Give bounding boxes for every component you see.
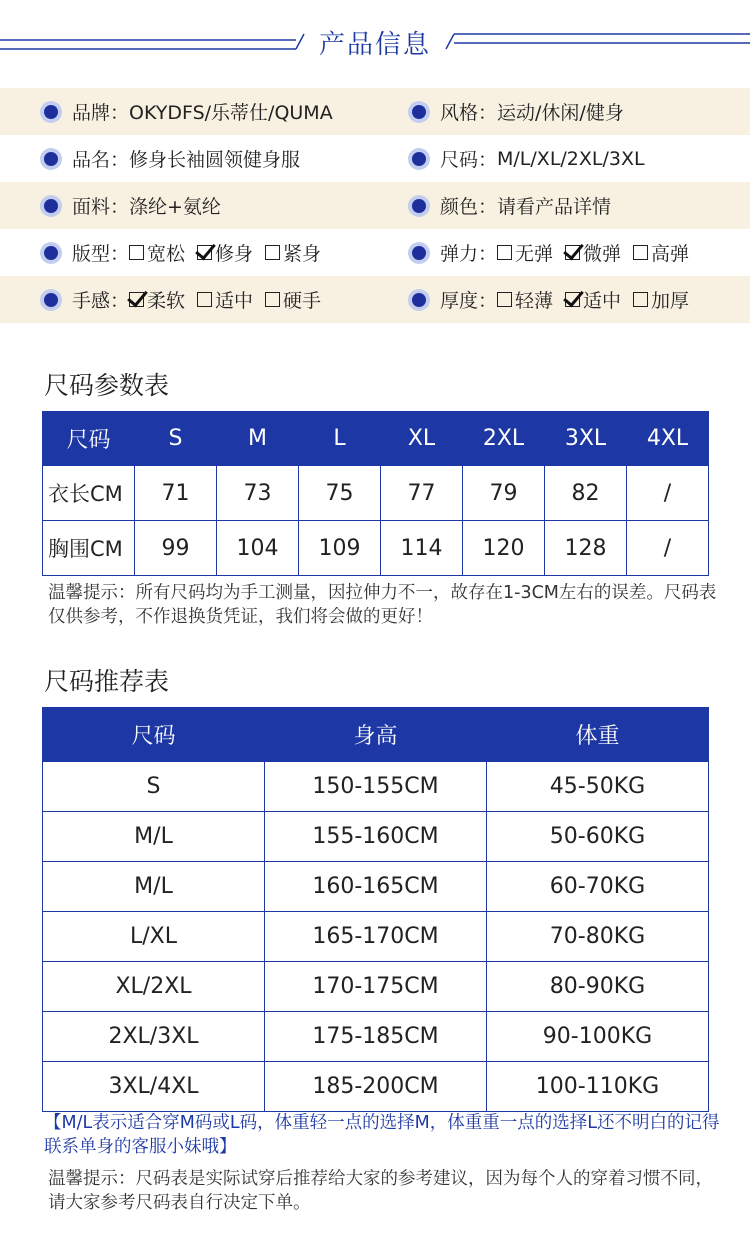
table-cell: / bbox=[627, 521, 709, 576]
checkbox-icon bbox=[497, 245, 512, 260]
info-row bbox=[0, 276, 750, 323]
table-row bbox=[43, 1062, 709, 1112]
table-row bbox=[43, 1012, 709, 1062]
bullet-dot-icon bbox=[412, 199, 426, 213]
info-label: 品牌： bbox=[72, 102, 130, 124]
checkbox-icon bbox=[633, 292, 648, 307]
info-label: 版型： bbox=[72, 243, 130, 265]
fit-tip-note: 【M/L表示适合穿M码或L码，体重轻一点的选择M，体重重一点的选择L还不明白的记得联系单身的客服小妹哦】 bbox=[44, 1113, 720, 1157]
column-header: XL bbox=[381, 412, 463, 466]
checkbox-icon bbox=[129, 245, 144, 260]
checked-box-icon bbox=[565, 292, 580, 307]
size-table-title: 尺码参数表 bbox=[44, 371, 170, 400]
table-row bbox=[43, 812, 709, 862]
table-row bbox=[43, 466, 709, 521]
info-value: M/L/XL/2XL/3XL bbox=[497, 147, 645, 170]
info-item bbox=[44, 88, 333, 135]
option-label: 无弹 bbox=[515, 243, 554, 265]
table-cell: 128 bbox=[545, 521, 627, 576]
table-cell: 90-100KG bbox=[487, 1012, 709, 1062]
option-label: 修身 bbox=[215, 243, 254, 265]
info-item bbox=[412, 276, 701, 323]
table-cell: 70-80KG bbox=[487, 912, 709, 962]
option-item bbox=[497, 239, 553, 266]
checked-box-icon bbox=[197, 245, 212, 260]
option-label: 适中 bbox=[583, 290, 622, 312]
table-cell: 150-155CM bbox=[265, 762, 487, 812]
option-label: 适中 bbox=[215, 290, 254, 312]
info-row bbox=[0, 135, 750, 182]
bullet-dot-icon bbox=[44, 246, 58, 260]
info-value: 请看产品详情 bbox=[497, 196, 612, 218]
table-cell: 75 bbox=[299, 466, 381, 521]
table-cell: XL/2XL bbox=[43, 962, 265, 1012]
table-cell: M/L bbox=[43, 812, 265, 862]
info-item bbox=[44, 182, 221, 229]
row-header: 胸围CM bbox=[43, 521, 135, 576]
size-recommendation-table bbox=[42, 707, 709, 1112]
info-item bbox=[412, 88, 624, 135]
table-cell: 114 bbox=[381, 521, 463, 576]
option-label: 加厚 bbox=[651, 290, 690, 312]
table-cell: 82 bbox=[545, 466, 627, 521]
option-item bbox=[497, 286, 553, 313]
size-table-note: 温馨提示：所有尺码均为手工测量，因拉伸力不一，故存在1-3CM左右的误差。尺码表仅供参考，不作退换货凭证，我们将会做的更好！ bbox=[48, 583, 717, 627]
table-row bbox=[43, 762, 709, 812]
option-item bbox=[265, 286, 321, 313]
table-cell: 175-185CM bbox=[265, 1012, 487, 1062]
info-item bbox=[412, 182, 611, 229]
table-cell: 185-200CM bbox=[265, 1062, 487, 1112]
info-label: 厚度： bbox=[440, 290, 498, 312]
table-cell: 160-165CM bbox=[265, 862, 487, 912]
table-cell: 155-160CM bbox=[265, 812, 487, 862]
option-item bbox=[633, 239, 689, 266]
table-cell: 109 bbox=[299, 521, 381, 576]
option-label: 轻薄 bbox=[515, 290, 554, 312]
table-cell: 165-170CM bbox=[265, 912, 487, 962]
table-cell: L/XL bbox=[43, 912, 265, 962]
option-label: 紧身 bbox=[283, 243, 322, 265]
row-header: 衣长CM bbox=[43, 466, 135, 521]
info-value: 修身长袖圆领健身服 bbox=[129, 149, 301, 171]
table-row bbox=[43, 521, 709, 576]
option-item bbox=[565, 239, 621, 266]
info-label: 面料： bbox=[72, 196, 130, 218]
section-header bbox=[0, 0, 750, 80]
info-item bbox=[412, 135, 645, 182]
table-cell: 99 bbox=[135, 521, 217, 576]
option-label: 柔软 bbox=[147, 290, 186, 312]
table-cell: S bbox=[43, 762, 265, 812]
info-item bbox=[44, 276, 333, 323]
rec-table-note: 温馨提示：尺码表是实际试穿后推荐给大家的参考建议，因为每个人的穿着习惯不同，请大家参考尺码表自行决定下单。 bbox=[48, 1169, 713, 1213]
bullet-dot-icon bbox=[44, 293, 58, 307]
info-label: 弹力： bbox=[440, 243, 498, 265]
bullet-dot-icon bbox=[412, 246, 426, 260]
table-cell: 100-110KG bbox=[487, 1062, 709, 1112]
checkbox-icon bbox=[497, 292, 512, 307]
checked-box-icon bbox=[129, 292, 144, 307]
table-cell: 170-175CM bbox=[265, 962, 487, 1012]
info-row bbox=[0, 182, 750, 229]
info-label: 风格： bbox=[440, 102, 498, 124]
product-info-list bbox=[0, 88, 750, 323]
column-header: 2XL bbox=[463, 412, 545, 466]
table-cell: 120 bbox=[463, 521, 545, 576]
info-row bbox=[0, 229, 750, 276]
table-cell: 71 bbox=[135, 466, 217, 521]
info-label: 颜色： bbox=[440, 196, 498, 218]
option-item bbox=[633, 286, 689, 313]
info-value: 运动/休闲/健身 bbox=[497, 102, 624, 124]
checked-box-icon bbox=[565, 245, 580, 260]
table-row bbox=[43, 912, 709, 962]
column-header: M bbox=[217, 412, 299, 466]
table-cell: 104 bbox=[217, 521, 299, 576]
bullet-dot-icon bbox=[44, 199, 58, 213]
column-header: 身高 bbox=[265, 708, 487, 762]
table-cell: 50-60KG bbox=[487, 812, 709, 862]
checkbox-icon bbox=[197, 292, 212, 307]
table-row bbox=[43, 962, 709, 1012]
option-item bbox=[565, 286, 621, 313]
table-cell: 80-90KG bbox=[487, 962, 709, 1012]
checkbox-icon bbox=[633, 245, 648, 260]
option-label: 硬手 bbox=[283, 290, 322, 312]
option-item bbox=[197, 239, 253, 266]
table-cell: 60-70KG bbox=[487, 862, 709, 912]
info-label: 手感： bbox=[72, 290, 130, 312]
option-item bbox=[197, 286, 253, 313]
info-item bbox=[412, 229, 701, 276]
table-cell: 73 bbox=[217, 466, 299, 521]
column-header: 尺码 bbox=[43, 708, 265, 762]
checkbox-icon bbox=[265, 292, 280, 307]
bullet-dot-icon bbox=[44, 152, 58, 166]
option-item bbox=[129, 286, 185, 313]
bullet-dot-icon bbox=[412, 293, 426, 307]
column-header: S bbox=[135, 412, 217, 466]
page-title: 产品信息 bbox=[318, 30, 431, 60]
column-header: 尺码 bbox=[43, 412, 135, 466]
option-label: 微弹 bbox=[583, 243, 622, 265]
table-cell: 77 bbox=[381, 466, 463, 521]
table-row bbox=[43, 862, 709, 912]
bullet-dot-icon bbox=[412, 105, 426, 119]
bullet-dot-icon bbox=[44, 105, 58, 119]
column-header: 4XL bbox=[627, 412, 709, 466]
table-cell: 3XL/4XL bbox=[43, 1062, 265, 1112]
table-cell: / bbox=[627, 466, 709, 521]
column-header: 体重 bbox=[487, 708, 709, 762]
option-item bbox=[265, 239, 321, 266]
table-cell: M/L bbox=[43, 862, 265, 912]
table-cell: 79 bbox=[463, 466, 545, 521]
info-label: 品名： bbox=[72, 149, 130, 171]
info-value: 涤纶+氨纶 bbox=[129, 196, 221, 218]
info-row bbox=[0, 88, 750, 135]
checkbox-icon bbox=[265, 245, 280, 260]
info-item bbox=[44, 135, 300, 182]
info-item bbox=[44, 229, 333, 276]
column-header: L bbox=[299, 412, 381, 466]
size-parameter-table bbox=[42, 411, 709, 576]
table-cell: 2XL/3XL bbox=[43, 1012, 265, 1062]
bullet-dot-icon bbox=[412, 152, 426, 166]
info-value: OKYDFS/乐蒂仕/QUMA bbox=[129, 102, 333, 124]
rec-table-title: 尺码推荐表 bbox=[44, 667, 170, 696]
table-cell: 45-50KG bbox=[487, 762, 709, 812]
info-label: 尺码： bbox=[440, 149, 498, 171]
option-item bbox=[129, 239, 185, 266]
column-header: 3XL bbox=[545, 412, 627, 466]
option-label: 高弹 bbox=[651, 243, 690, 265]
option-label: 宽松 bbox=[147, 243, 186, 265]
